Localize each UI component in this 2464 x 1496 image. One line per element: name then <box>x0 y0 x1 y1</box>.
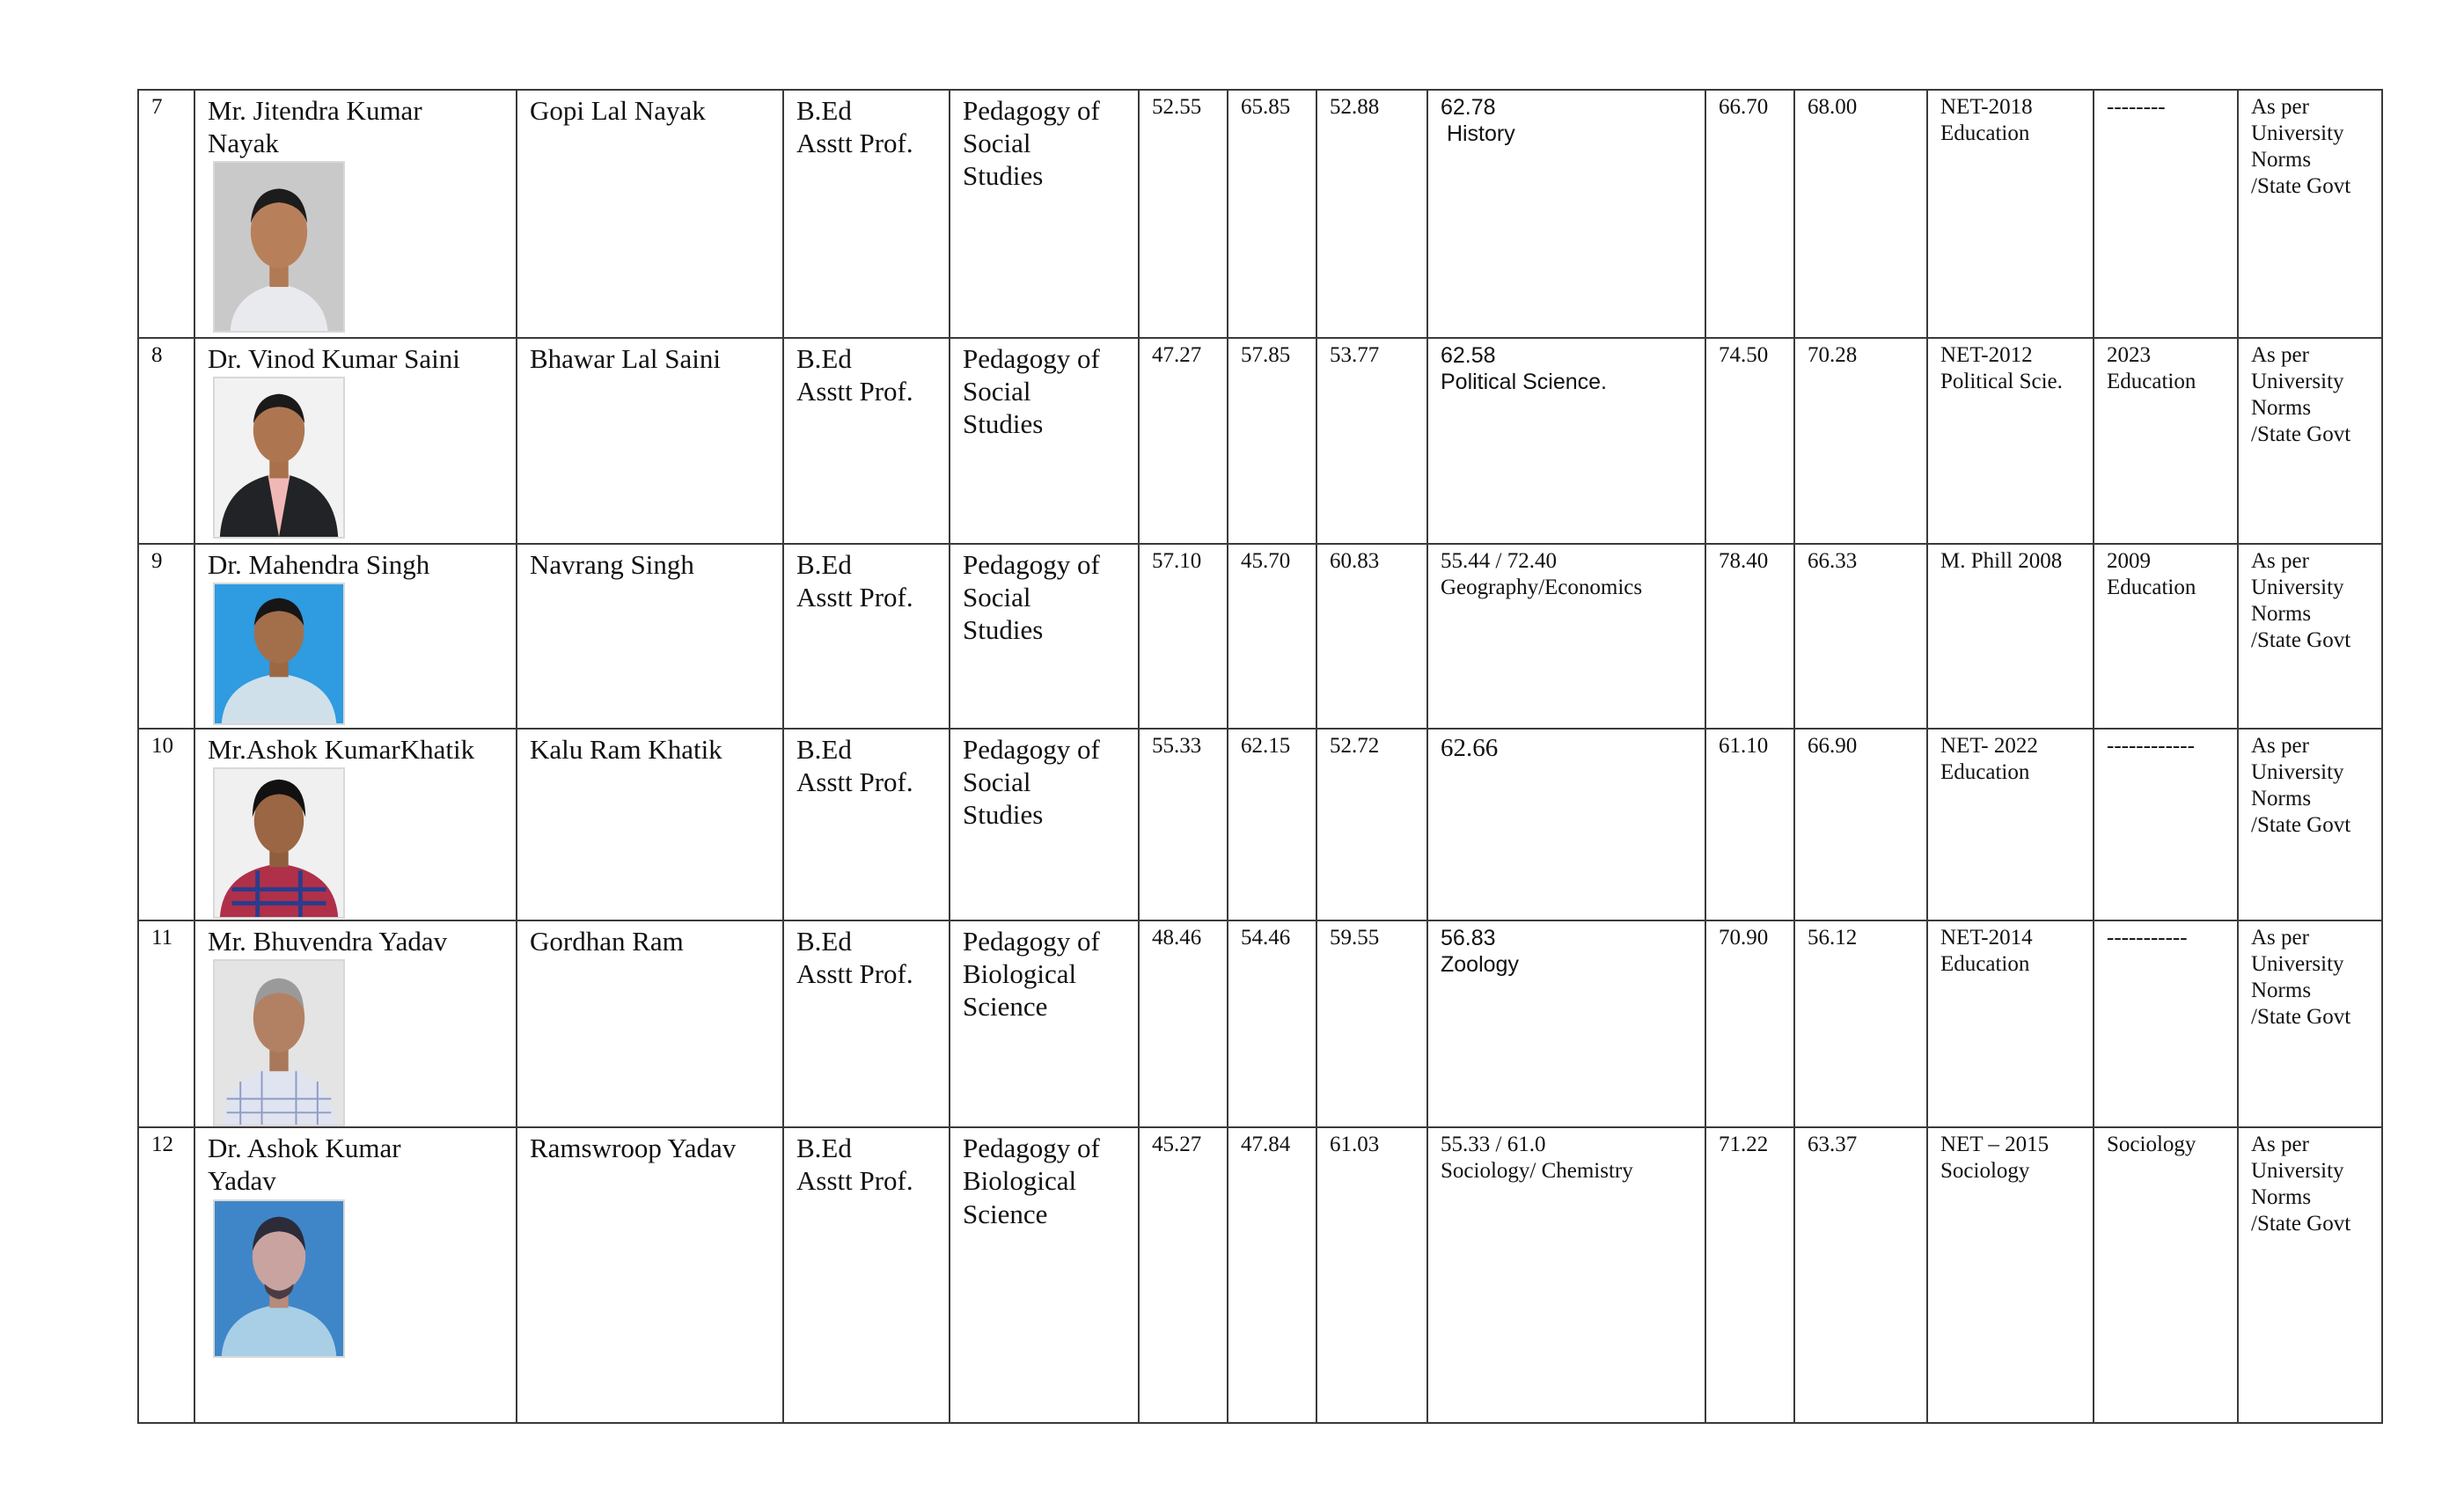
marks-cell-4: 78.40 <box>1705 544 1794 729</box>
post-cell <box>783 920 950 1127</box>
pg-marks-cell <box>1427 1127 1705 1423</box>
subject-line: Pedagogy of <box>963 926 1100 957</box>
subject-line: Pedagogy of <box>963 95 1100 126</box>
net-cell <box>1927 729 2094 920</box>
post-qualification: B.Ed <box>796 549 852 580</box>
phd-year: 2009 <box>2107 549 2151 573</box>
marks-cell-2: 54.46 <box>1228 920 1316 1127</box>
pay-line: /State Govt <box>2251 422 2351 446</box>
pg-marks-cell <box>1427 729 1705 920</box>
net-cell <box>1927 1127 2094 1423</box>
pg-marks: 62.58 <box>1441 343 1496 368</box>
staff-photo <box>213 1199 345 1358</box>
pg-subject: Zoology <box>1441 952 1519 977</box>
subject-line: Pedagogy of <box>963 549 1100 580</box>
father-name: Navrang Singh <box>517 544 783 729</box>
post-qualification: B.Ed <box>796 926 852 957</box>
staff-photo <box>213 377 345 539</box>
pg-subject: History <box>1441 121 1515 146</box>
marks-cell-2: 65.85 <box>1228 90 1316 338</box>
pay-scale-cell <box>2238 920 2382 1127</box>
post-cell <box>783 544 950 729</box>
post-designation: Asstt Prof. <box>796 376 913 407</box>
table-row <box>138 729 2382 920</box>
pay-line: /State Govt <box>2251 174 2351 198</box>
post-cell <box>783 90 950 338</box>
net-cell <box>1927 90 2094 338</box>
serial-number: 8 <box>138 338 194 544</box>
name-cell <box>194 729 517 920</box>
staff-name-cont: Nayak <box>208 128 279 159</box>
subject-line: Biological <box>963 958 1077 990</box>
net-cell <box>1927 544 2094 729</box>
pay-line: /State Govt <box>2251 628 2351 652</box>
pay-line: Norms <box>2251 787 2312 810</box>
father-name: Bhawar Lal Saini <box>517 338 783 544</box>
pg-marks: 55.44 / 72.40 <box>1441 549 1557 573</box>
post-designation: Asstt Prof. <box>796 1165 913 1197</box>
post-designation: Asstt Prof. <box>796 582 913 613</box>
subject-cell <box>950 1127 1139 1423</box>
post-cell <box>783 1127 950 1423</box>
net-cell <box>1927 920 2094 1127</box>
marks-cell-1: 48.46 <box>1139 920 1228 1127</box>
subject-line: Pedagogy of <box>963 734 1100 765</box>
phd-year: 2023 <box>2107 343 2151 367</box>
table-row <box>138 544 2382 729</box>
name-cell <box>194 544 517 729</box>
subject-line: Studies <box>963 160 1044 192</box>
subject-line: Pedagogy of <box>963 343 1100 374</box>
marks-cell-3: 60.83 <box>1316 544 1427 729</box>
staff-photo <box>213 161 345 333</box>
net-year: NET – 2015 <box>1940 1133 2050 1157</box>
post-designation: Asstt Prof. <box>796 958 913 990</box>
phd-subject: Education <box>2107 370 2196 393</box>
post-cell <box>783 729 950 920</box>
pay-scale-cell <box>2238 1127 2382 1423</box>
pg-marks-cell <box>1427 920 1705 1127</box>
marks-cell-4: 70.90 <box>1705 920 1794 1127</box>
phd-year: ------------ <box>2107 734 2195 758</box>
marks-cell-1: 47.27 <box>1139 338 1228 544</box>
phd-year: -------- <box>2107 95 2166 119</box>
marks-cell-1: 45.27 <box>1139 1127 1228 1423</box>
table-row <box>138 920 2382 1127</box>
table-row <box>138 338 2382 544</box>
marks-cell-5: 70.28 <box>1794 338 1927 544</box>
pay-line: University <box>2251 121 2344 145</box>
pay-scale-cell <box>2238 90 2382 338</box>
pg-marks: 62.66 <box>1441 734 1499 762</box>
marks-cell-3: 52.88 <box>1316 90 1427 338</box>
subject-cell <box>950 729 1139 920</box>
net-subject: Education <box>1940 121 2030 145</box>
post-qualification: B.Ed <box>796 95 852 126</box>
phd-year: Sociology <box>2107 1133 2196 1157</box>
phd-cell <box>2094 90 2238 338</box>
marks-cell-1: 55.33 <box>1139 729 1228 920</box>
marks-cell-2: 45.70 <box>1228 544 1316 729</box>
post-designation: Asstt Prof. <box>796 128 913 159</box>
pg-marks-cell <box>1427 90 1705 338</box>
net-cell <box>1927 338 2094 544</box>
staff-name-cont: Yadav <box>208 1165 276 1197</box>
subject-line: Science <box>963 991 1048 1023</box>
pg-marks: 62.78 <box>1441 95 1496 120</box>
post-qualification: B.Ed <box>796 1133 852 1164</box>
pg-marks: 56.83 <box>1441 926 1496 950</box>
staff-name: Dr. Ashok Kumar <box>208 1133 401 1164</box>
net-year: NET-2014 <box>1940 926 2033 950</box>
serial-number: 11 <box>138 920 194 1127</box>
subject-line: Social <box>963 582 1031 613</box>
marks-cell-5: 66.90 <box>1794 729 1927 920</box>
pay-line: As per <box>2251 926 2309 950</box>
pay-scale-cell <box>2238 729 2382 920</box>
staff-name: Dr. Mahendra Singh <box>208 549 430 580</box>
subject-line: Social <box>963 128 1031 159</box>
pay-line: Norms <box>2251 1185 2312 1210</box>
pay-scale-cell <box>2238 544 2382 729</box>
phd-cell <box>2094 729 2238 920</box>
subject-line: Studies <box>963 799 1044 831</box>
faculty-table <box>137 89 2383 1424</box>
post-qualification: B.Ed <box>796 734 852 765</box>
pg-marks-cell <box>1427 544 1705 729</box>
phd-cell <box>2094 920 2238 1127</box>
post-qualification: B.Ed <box>796 343 852 374</box>
marks-cell-1: 57.10 <box>1139 544 1228 729</box>
staff-name: Mr. Bhuvendra Yadav <box>208 926 448 957</box>
father-name: Kalu Ram Khatik <box>517 729 783 920</box>
subject-line: Social <box>963 766 1031 798</box>
post-designation: Asstt Prof. <box>796 766 913 798</box>
subject-line: Studies <box>963 408 1044 440</box>
pay-line: Norms <box>2251 979 2312 1002</box>
serial-number: 9 <box>138 544 194 729</box>
marks-cell-2: 57.85 <box>1228 338 1316 544</box>
staff-name: Mr.Ashok KumarKhatik <box>208 734 475 765</box>
marks-cell-4: 71.22 <box>1705 1127 1794 1423</box>
pay-line: As per <box>2251 734 2309 758</box>
net-subject: Sociology <box>1940 1159 2030 1184</box>
marks-cell-5: 63.37 <box>1794 1127 1927 1423</box>
net-subject: Political Scie. <box>1940 370 2063 393</box>
staff-name: Mr. Jitendra Kumar <box>208 95 422 126</box>
staff-name: Dr. Vinod Kumar Saini <box>208 343 460 374</box>
name-cell <box>194 338 517 544</box>
pay-line: /State Govt <box>2251 813 2351 837</box>
father-name: Gopi Lal Nayak <box>517 90 783 338</box>
pay-line: Norms <box>2251 396 2312 420</box>
pay-line: University <box>2251 370 2344 393</box>
father-name: Gordhan Ram <box>517 920 783 1127</box>
post-cell <box>783 338 950 544</box>
pay-line: As per <box>2251 95 2309 119</box>
marks-cell-1: 52.55 <box>1139 90 1228 338</box>
pay-line: Norms <box>2251 602 2312 626</box>
marks-cell-3: 53.77 <box>1316 338 1427 544</box>
staff-photo <box>213 767 345 919</box>
marks-cell-2: 62.15 <box>1228 729 1316 920</box>
pay-line: University <box>2251 952 2344 976</box>
net-subject: Education <box>1940 952 2030 976</box>
name-cell <box>194 90 517 338</box>
pay-line: /State Govt <box>2251 1005 2351 1029</box>
pg-marks-cell <box>1427 338 1705 544</box>
marks-cell-4: 74.50 <box>1705 338 1794 544</box>
net-year: M. Phill 2008 <box>1940 549 2063 573</box>
pay-line: Norms <box>2251 148 2312 172</box>
pay-line: University <box>2251 1159 2344 1184</box>
table-row <box>138 1127 2382 1423</box>
pay-line: As per <box>2251 549 2309 573</box>
table-row <box>138 90 2382 338</box>
staff-photo <box>213 959 345 1126</box>
marks-cell-2: 47.84 <box>1228 1127 1316 1423</box>
pg-subject: Sociology/ Chemistry <box>1441 1159 1633 1184</box>
pg-subject: Political Science. <box>1441 370 1607 394</box>
pay-line: /State Govt <box>2251 1212 2351 1236</box>
phd-cell <box>2094 338 2238 544</box>
marks-cell-3: 52.72 <box>1316 729 1427 920</box>
phd-subject: Education <box>2107 576 2196 599</box>
net-year: NET-2012 <box>1940 343 2033 367</box>
serial-number: 7 <box>138 90 194 338</box>
net-subject: Education <box>1940 760 2030 784</box>
net-year: NET- 2022 <box>1940 734 2038 758</box>
marks-cell-5: 68.00 <box>1794 90 1927 338</box>
staff-photo <box>213 583 345 725</box>
marks-cell-3: 59.55 <box>1316 920 1427 1127</box>
subject-cell <box>950 544 1139 729</box>
pg-marks: 55.33 / 61.0 <box>1441 1133 1546 1157</box>
serial-number: 12 <box>138 1127 194 1423</box>
subject-line: Social <box>963 376 1031 407</box>
pay-scale-cell <box>2238 338 2382 544</box>
subject-line: Biological <box>963 1165 1077 1197</box>
phd-year: ----------- <box>2107 926 2188 950</box>
marks-cell-5: 66.33 <box>1794 544 1927 729</box>
subject-line: Science <box>963 1198 1048 1229</box>
serial-number: 10 <box>138 729 194 920</box>
name-cell <box>194 1127 517 1423</box>
subject-line: Studies <box>963 614 1044 646</box>
subject-cell <box>950 90 1139 338</box>
phd-cell <box>2094 1127 2238 1423</box>
pay-line: As per <box>2251 1133 2309 1157</box>
name-cell <box>194 920 517 1127</box>
subject-cell <box>950 338 1139 544</box>
pay-line: As per <box>2251 343 2309 367</box>
marks-cell-5: 56.12 <box>1794 920 1927 1127</box>
marks-cell-4: 61.10 <box>1705 729 1794 920</box>
subject-line: Pedagogy of <box>963 1133 1100 1164</box>
net-year: NET-2018 <box>1940 95 2033 119</box>
subject-cell <box>950 920 1139 1127</box>
pay-line: University <box>2251 760 2344 784</box>
marks-cell-3: 61.03 <box>1316 1127 1427 1423</box>
phd-cell <box>2094 544 2238 729</box>
father-name: Ramswroop Yadav <box>517 1127 783 1423</box>
marks-cell-4: 66.70 <box>1705 90 1794 338</box>
pay-line: University <box>2251 576 2344 599</box>
pg-subject: Geography/Economics <box>1441 576 1643 599</box>
